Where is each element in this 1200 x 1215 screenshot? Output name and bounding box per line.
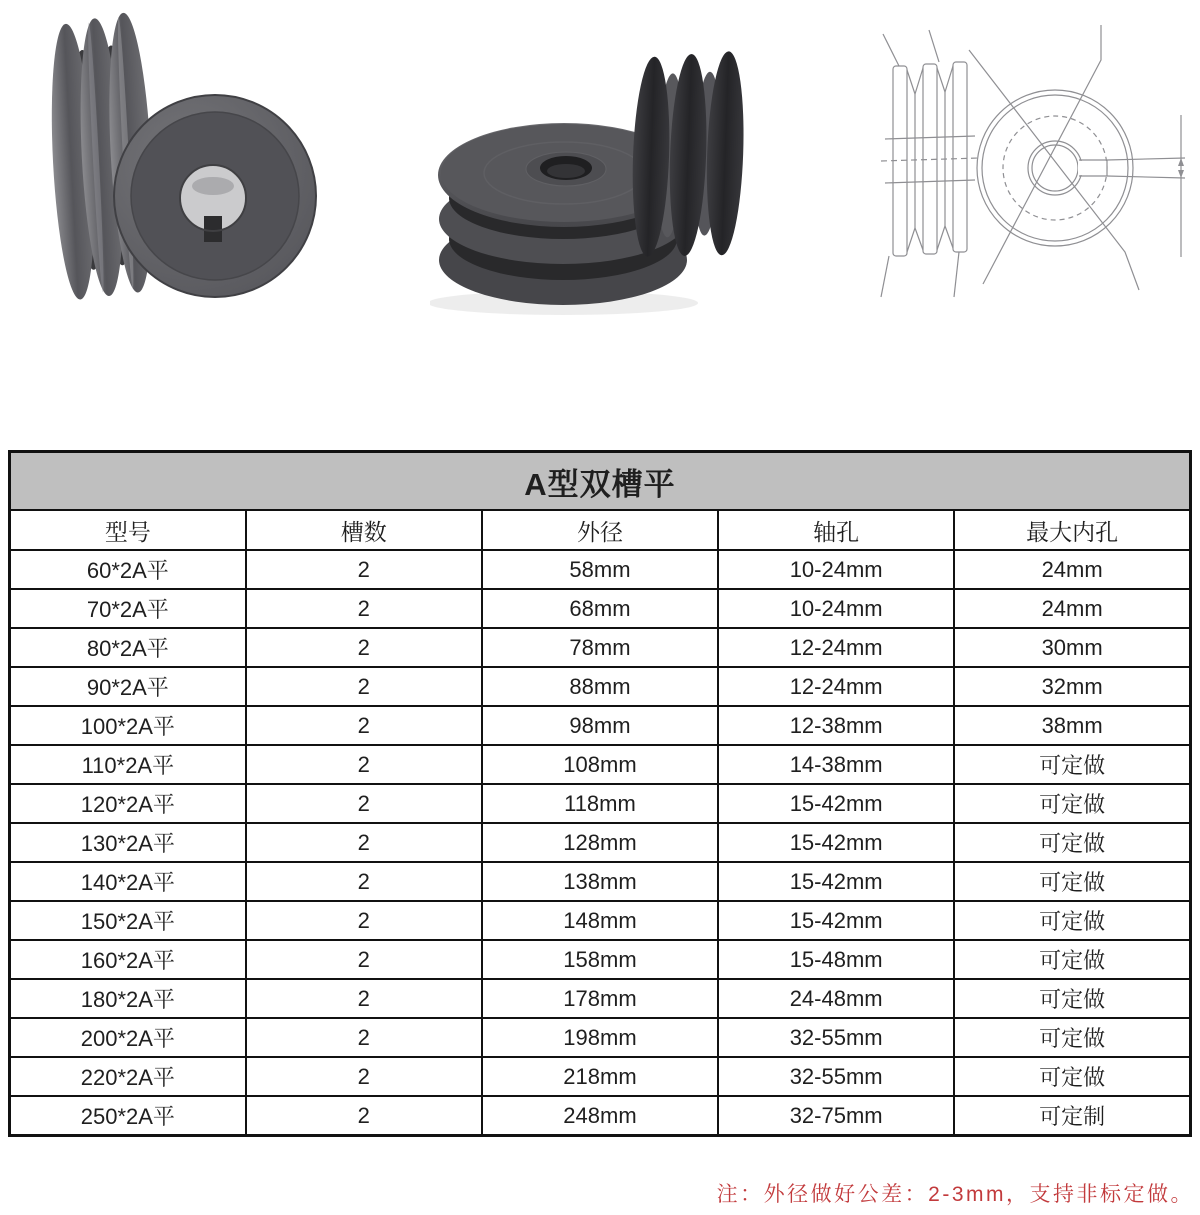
table-cell: 可定做 (954, 823, 1190, 862)
table-cell: 160*2A平 (10, 940, 246, 979)
table-row (10, 784, 1191, 823)
table-cell: 118mm (482, 784, 718, 823)
pulley-technical-drawing-image (855, 20, 1195, 305)
table-cell: 可定做 (954, 940, 1190, 979)
table-cell: 2 (246, 550, 482, 589)
column-header-4: 最大内孔 (954, 510, 1190, 550)
table-cell: 2 (246, 628, 482, 667)
table-cell: 2 (246, 823, 482, 862)
table-cell: 可定做 (954, 745, 1190, 784)
table-row (10, 940, 1191, 979)
table-row (10, 589, 1191, 628)
table-cell: 30mm (954, 628, 1190, 667)
table-cell: 14-38mm (718, 745, 954, 784)
pulley-photo-stacked-image (430, 35, 790, 335)
table-header-row (10, 510, 1191, 550)
table-cell: 15-42mm (718, 784, 954, 823)
table-cell: 10-24mm (718, 589, 954, 628)
table-cell: 110*2A平 (10, 745, 246, 784)
table-cell: 80*2A平 (10, 628, 246, 667)
table-cell: 138mm (482, 862, 718, 901)
table-cell: 12-24mm (718, 667, 954, 706)
table-cell: 248mm (482, 1096, 718, 1136)
column-header-0: 型号 (10, 510, 246, 550)
table-cell: 108mm (482, 745, 718, 784)
table-row (10, 901, 1191, 940)
table-row (10, 1018, 1191, 1057)
table-row (10, 706, 1191, 745)
table-row (10, 628, 1191, 667)
drawing-side-section (881, 30, 979, 297)
table-cell: 15-42mm (718, 862, 954, 901)
table-cell: 70*2A平 (10, 589, 246, 628)
table-cell: 130*2A平 (10, 823, 246, 862)
table-cell: 158mm (482, 940, 718, 979)
table-cell: 2 (246, 940, 482, 979)
table-title-row (10, 452, 1191, 511)
table-cell: 120*2A平 (10, 784, 246, 823)
table-cell: 38mm (954, 706, 1190, 745)
table-cell: 12-24mm (718, 628, 954, 667)
table-cell: 150*2A平 (10, 901, 246, 940)
face-view-pulley (114, 95, 316, 297)
product-gallery (0, 0, 1200, 450)
table-cell: 32-55mm (718, 1018, 954, 1057)
table-cell: 可定做 (954, 862, 1190, 901)
spec-table (8, 450, 1192, 1137)
table-cell: 32-75mm (718, 1096, 954, 1136)
table-cell: 140*2A平 (10, 862, 246, 901)
table-cell: 可定做 (954, 1057, 1190, 1096)
column-header-2: 外径 (482, 510, 718, 550)
table-cell: 218mm (482, 1057, 718, 1096)
table-cell: 88mm (482, 667, 718, 706)
table-row (10, 1096, 1191, 1136)
product-photo-1 (30, 0, 330, 320)
table-cell: 12-38mm (718, 706, 954, 745)
table-cell: 60*2A平 (10, 550, 246, 589)
table-cell: 250*2A平 (10, 1096, 246, 1136)
drawing-front-view (969, 25, 1185, 290)
table-cell: 2 (246, 589, 482, 628)
table-cell: 可定制 (954, 1096, 1190, 1136)
table-cell: 78mm (482, 628, 718, 667)
table-cell: 2 (246, 706, 482, 745)
table-cell: 58mm (482, 550, 718, 589)
table-row (10, 862, 1191, 901)
table-row (10, 1057, 1191, 1096)
table-cell: 98mm (482, 706, 718, 745)
table-cell: 2 (246, 667, 482, 706)
table-cell: 198mm (482, 1018, 718, 1057)
table-cell: 2 (246, 784, 482, 823)
table-row (10, 550, 1191, 589)
table-cell: 2 (246, 1018, 482, 1057)
table-cell: 148mm (482, 901, 718, 940)
column-header-3: 轴孔 (718, 510, 954, 550)
table-cell: 2 (246, 1057, 482, 1096)
table-cell: 220*2A平 (10, 1057, 246, 1096)
table-cell: 可定做 (954, 901, 1190, 940)
table-cell: 2 (246, 1096, 482, 1136)
table-cell: 可定做 (954, 979, 1190, 1018)
table-cell: 90*2A平 (10, 667, 246, 706)
table-row (10, 823, 1191, 862)
product-photo-2 (430, 35, 790, 335)
table-row (10, 979, 1191, 1018)
technical-drawing (855, 20, 1195, 305)
table-cell: 2 (246, 979, 482, 1018)
table-cell: 100*2A平 (10, 706, 246, 745)
standing-pulley (630, 48, 747, 260)
table-cell: 可定做 (954, 1018, 1190, 1057)
table-cell: 24mm (954, 550, 1190, 589)
table-cell: 180*2A平 (10, 979, 246, 1018)
table-title: A型双槽平 (10, 452, 1191, 511)
column-header-1: 槽数 (246, 510, 482, 550)
table-row (10, 745, 1191, 784)
table-cell: 32-55mm (718, 1057, 954, 1096)
table-cell: 15-42mm (718, 901, 954, 940)
table-cell: 可定做 (954, 784, 1190, 823)
table-cell: 15-48mm (718, 940, 954, 979)
table-cell: 68mm (482, 589, 718, 628)
table-cell: 128mm (482, 823, 718, 862)
pulley-photo-side-and-face-image (30, 0, 330, 320)
table-cell: 2 (246, 745, 482, 784)
table-cell: 10-24mm (718, 550, 954, 589)
table-cell: 32mm (954, 667, 1190, 706)
table-cell: 15-42mm (718, 823, 954, 862)
table-cell: 200*2A平 (10, 1018, 246, 1057)
table-cell: 24-48mm (718, 979, 954, 1018)
table-cell: 24mm (954, 589, 1190, 628)
table-row (10, 667, 1191, 706)
table-cell: 2 (246, 862, 482, 901)
table-cell: 2 (246, 901, 482, 940)
footnote: 注：外径做好公差：2-3mm，支持非标定做。 (716, 1183, 1194, 1206)
table-cell: 178mm (482, 979, 718, 1018)
